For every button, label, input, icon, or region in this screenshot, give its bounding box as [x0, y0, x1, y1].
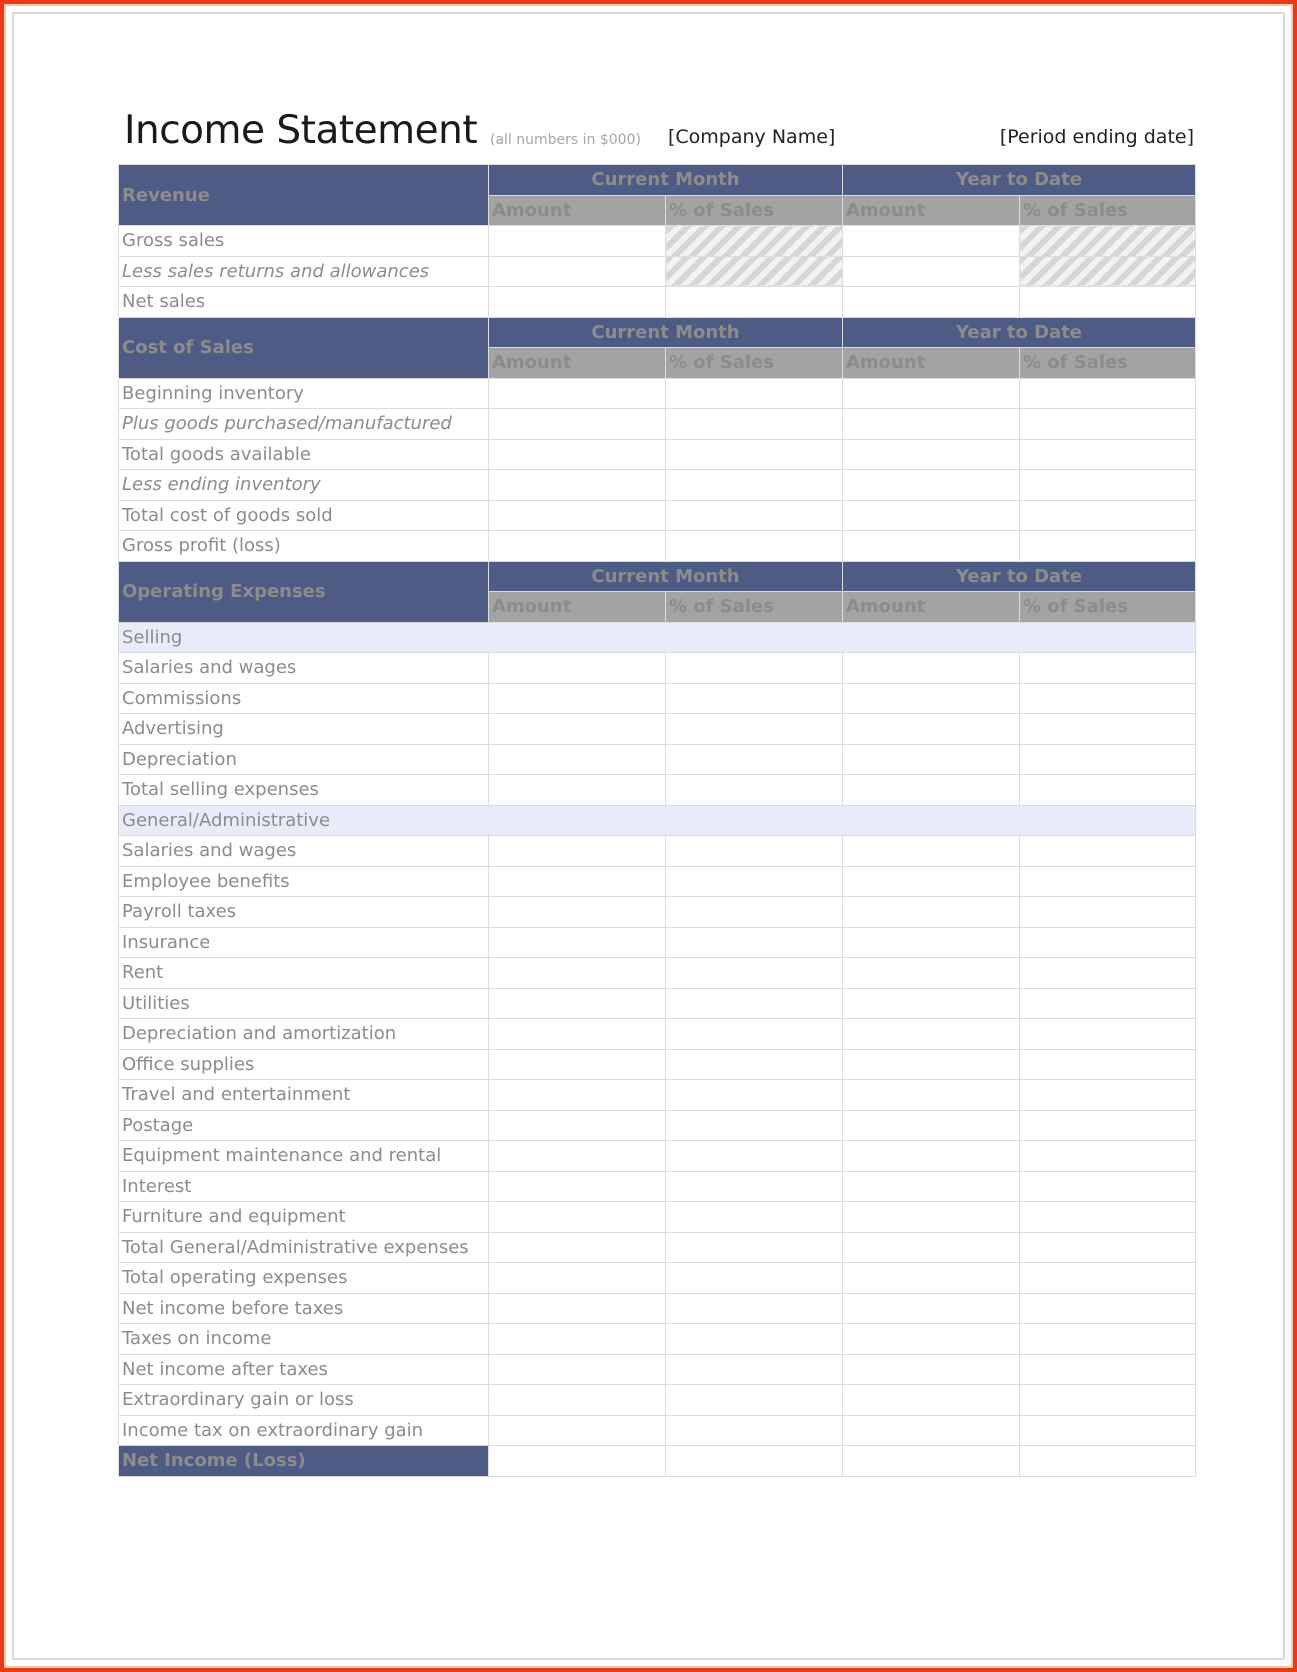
amount-cell[interactable] — [489, 1324, 666, 1355]
pct-sales-cell[interactable] — [666, 531, 843, 562]
year-to-date-header: Year to Date — [843, 165, 1196, 196]
amount-cell[interactable] — [489, 409, 666, 440]
table-row — [119, 714, 1196, 745]
pct-sales-cell[interactable] — [666, 1202, 843, 1233]
amount-cell[interactable] — [489, 531, 666, 562]
amount-cell[interactable] — [489, 1141, 666, 1172]
pct-sales-column-header: % of Sales — [1020, 195, 1196, 226]
table-row — [119, 1110, 1196, 1141]
row-label: Total cost of goods sold — [119, 500, 489, 531]
amount-cell[interactable] — [489, 1049, 666, 1080]
pct-sales-cell[interactable] — [666, 1324, 843, 1355]
pct-sales-cell — [1020, 256, 1196, 287]
row-label: Income tax on extraordinary gain — [119, 1415, 489, 1446]
amount-cell[interactable] — [843, 866, 1020, 897]
amount-cell[interactable] — [843, 1354, 1020, 1385]
selling-subheader-row — [119, 622, 1196, 653]
cost-of-sales-group-header-row — [119, 317, 1196, 348]
pct-sales-cell[interactable] — [1020, 1171, 1196, 1202]
pct-sales-cell[interactable] — [1020, 775, 1196, 806]
pct-sales-cell[interactable] — [666, 500, 843, 531]
table-row — [119, 531, 1196, 562]
amount-cell[interactable] — [843, 1415, 1020, 1446]
pct-sales-column-header: % of Sales — [1020, 592, 1196, 623]
table-row — [119, 1202, 1196, 1233]
pct-sales-cell[interactable] — [1020, 744, 1196, 775]
table-row — [119, 866, 1196, 897]
row-label: Office supplies — [119, 1049, 489, 1080]
amount-cell[interactable] — [843, 1141, 1020, 1172]
amount-cell[interactable] — [843, 378, 1020, 409]
pct-sales-cell — [1020, 226, 1196, 257]
title-row — [118, 108, 1194, 158]
pct-sales-cell[interactable] — [1020, 287, 1196, 318]
pct-sales-cell[interactable] — [1020, 1354, 1196, 1385]
pct-sales-cell[interactable] — [1020, 378, 1196, 409]
pct-sales-cell[interactable] — [1020, 1324, 1196, 1355]
amount-cell[interactable] — [843, 1324, 1020, 1355]
row-label: Total General/Administrative expenses — [119, 1232, 489, 1263]
amount-cell[interactable] — [843, 409, 1020, 440]
income-statement-table — [118, 164, 1196, 1477]
pct-sales-cell[interactable] — [666, 1171, 843, 1202]
pct-sales-cell[interactable] — [666, 1080, 843, 1111]
pct-sales-cell[interactable] — [1020, 836, 1196, 867]
selling-subheader: Selling — [119, 622, 1196, 653]
table-row — [119, 1171, 1196, 1202]
table-row — [119, 1385, 1196, 1416]
pct-sales-cell[interactable] — [666, 775, 843, 806]
amount-cell[interactable] — [843, 775, 1020, 806]
pct-sales-cell[interactable] — [1020, 1446, 1196, 1477]
pct-sales-cell[interactable] — [1020, 714, 1196, 745]
pct-sales-cell — [666, 256, 843, 287]
row-label: Rent — [119, 958, 489, 989]
table-row — [119, 226, 1196, 257]
pct-sales-cell[interactable] — [666, 470, 843, 501]
row-label: Net sales — [119, 287, 489, 318]
amount-cell[interactable] — [489, 866, 666, 897]
amount-cell[interactable] — [843, 531, 1020, 562]
pct-sales-cell[interactable] — [666, 287, 843, 318]
amount-cell[interactable] — [489, 226, 666, 257]
row-label: Utilities — [119, 988, 489, 1019]
amount-cell[interactable] — [489, 1385, 666, 1416]
period-ending-field[interactable]: [Period ending date] — [999, 126, 1194, 148]
amount-column-header: Amount — [489, 592, 666, 623]
pct-sales-cell[interactable] — [666, 927, 843, 958]
net-income-row — [119, 1446, 1196, 1477]
amount-cell[interactable] — [843, 1232, 1020, 1263]
row-label: Insurance — [119, 927, 489, 958]
amount-cell[interactable] — [489, 1171, 666, 1202]
pct-sales-cell[interactable] — [1020, 1019, 1196, 1050]
amount-cell[interactable] — [843, 958, 1020, 989]
table-row — [119, 1293, 1196, 1324]
year-to-date-header: Year to Date — [843, 561, 1196, 592]
row-label: Travel and entertainment — [119, 1080, 489, 1111]
current-month-header: Current Month — [489, 561, 843, 592]
amount-cell[interactable] — [489, 378, 666, 409]
amount-cell[interactable] — [843, 256, 1020, 287]
row-label: Depreciation and amortization — [119, 1019, 489, 1050]
pct-sales-column-header: % of Sales — [666, 592, 843, 623]
amount-cell[interactable] — [489, 1415, 666, 1446]
row-label: Net income before taxes — [119, 1293, 489, 1324]
row-label: Postage — [119, 1110, 489, 1141]
pct-sales-cell[interactable] — [1020, 1141, 1196, 1172]
table-row — [119, 470, 1196, 501]
row-label: Less ending inventory — [119, 470, 489, 501]
pct-sales-cell[interactable] — [666, 1446, 843, 1477]
table-row — [119, 653, 1196, 684]
pct-sales-cell[interactable] — [1020, 1263, 1196, 1294]
operating-expenses-group-header-row — [119, 561, 1196, 592]
amount-cell[interactable] — [843, 1019, 1020, 1050]
amount-cell[interactable] — [843, 1293, 1020, 1324]
net-income-label: Net Income (Loss) — [119, 1446, 489, 1477]
pct-sales-cell[interactable] — [1020, 531, 1196, 562]
cost-of-sales-section-title: Cost of Sales — [119, 317, 489, 378]
amount-cell[interactable] — [843, 653, 1020, 684]
pct-sales-cell[interactable] — [666, 897, 843, 928]
pct-sales-cell — [666, 226, 843, 257]
amount-cell[interactable] — [489, 1080, 666, 1111]
row-label: Total goods available — [119, 439, 489, 470]
amount-cell[interactable] — [489, 1232, 666, 1263]
amount-cell[interactable] — [843, 439, 1020, 470]
table-row — [119, 409, 1196, 440]
row-label: Plus goods purchased/manufactured — [119, 409, 489, 440]
amount-cell[interactable] — [843, 470, 1020, 501]
pct-sales-cell[interactable] — [1020, 1080, 1196, 1111]
amount-cell[interactable] — [843, 287, 1020, 318]
pct-sales-cell[interactable] — [666, 714, 843, 745]
pct-sales-cell[interactable] — [666, 1232, 843, 1263]
pct-sales-cell[interactable] — [1020, 470, 1196, 501]
amount-cell[interactable] — [843, 683, 1020, 714]
row-label: Net income after taxes — [119, 1354, 489, 1385]
pct-sales-cell[interactable] — [666, 866, 843, 897]
table-row — [119, 1049, 1196, 1080]
row-label: Less sales returns and allowances — [119, 256, 489, 287]
table-row — [119, 1019, 1196, 1050]
table-row — [119, 439, 1196, 470]
amount-cell[interactable] — [489, 775, 666, 806]
amount-cell[interactable] — [489, 1263, 666, 1294]
pct-sales-column-header: % of Sales — [666, 195, 843, 226]
amount-cell[interactable] — [489, 958, 666, 989]
general-administrative-rows — [119, 836, 1196, 1446]
amount-cell[interactable] — [843, 500, 1020, 531]
pct-sales-cell[interactable] — [666, 409, 843, 440]
amount-cell[interactable] — [489, 714, 666, 745]
selling-rows — [119, 653, 1196, 806]
row-label: Extraordinary gain or loss — [119, 1385, 489, 1416]
ga-subheader-row — [119, 805, 1196, 836]
revenue-group-header-row — [119, 165, 1196, 196]
amount-cell[interactable] — [843, 897, 1020, 928]
row-label: Commissions — [119, 683, 489, 714]
amount-cell[interactable] — [489, 1446, 666, 1477]
pct-sales-cell[interactable] — [666, 378, 843, 409]
operating-expenses-section-title: Operating Expenses — [119, 561, 489, 622]
pct-sales-cell[interactable] — [666, 1293, 843, 1324]
amount-cell[interactable] — [489, 1293, 666, 1324]
amount-cell[interactable] — [843, 1080, 1020, 1111]
amount-cell[interactable] — [489, 1354, 666, 1385]
amount-cell[interactable] — [489, 836, 666, 867]
amount-cell[interactable] — [489, 500, 666, 531]
amount-cell[interactable] — [843, 836, 1020, 867]
pct-sales-cell[interactable] — [1020, 927, 1196, 958]
amount-cell[interactable] — [489, 1110, 666, 1141]
amount-cell[interactable] — [489, 988, 666, 1019]
current-month-header: Current Month — [489, 165, 843, 196]
pct-sales-cell[interactable] — [1020, 897, 1196, 928]
amount-column-header: Amount — [843, 348, 1020, 379]
year-to-date-header: Year to Date — [843, 317, 1196, 348]
amount-cell[interactable] — [843, 714, 1020, 745]
table-row — [119, 378, 1196, 409]
table-row — [119, 897, 1196, 928]
pct-sales-cell[interactable] — [1020, 1110, 1196, 1141]
pct-sales-cell[interactable] — [666, 653, 843, 684]
pct-sales-cell[interactable] — [666, 683, 843, 714]
table-row — [119, 1080, 1196, 1111]
revenue-section-title: Revenue — [119, 165, 489, 226]
pct-sales-cell[interactable] — [666, 988, 843, 1019]
pct-sales-cell[interactable] — [666, 958, 843, 989]
amount-cell[interactable] — [843, 1049, 1020, 1080]
table-row — [119, 500, 1196, 531]
row-label: Total operating expenses — [119, 1263, 489, 1294]
pct-sales-cell[interactable] — [1020, 988, 1196, 1019]
amount-column-header: Amount — [843, 195, 1020, 226]
table-row — [119, 775, 1196, 806]
amount-cell[interactable] — [843, 1263, 1020, 1294]
amount-cell[interactable] — [489, 653, 666, 684]
row-label: Equipment maintenance and rental — [119, 1141, 489, 1172]
table-row — [119, 1415, 1196, 1446]
table-row — [119, 927, 1196, 958]
pct-sales-cell[interactable] — [666, 1354, 843, 1385]
general-administrative-subheader: General/Administrative — [119, 805, 1196, 836]
table-row — [119, 287, 1196, 318]
row-label: Interest — [119, 1171, 489, 1202]
pct-sales-cell[interactable] — [666, 1385, 843, 1416]
amount-cell[interactable] — [489, 1202, 666, 1233]
row-label: Advertising — [119, 714, 489, 745]
pct-sales-column-header: % of Sales — [666, 348, 843, 379]
units-note: (all numbers in $000) — [490, 132, 641, 148]
table-row — [119, 1232, 1196, 1263]
amount-cell[interactable] — [843, 1171, 1020, 1202]
pct-sales-cell[interactable] — [1020, 866, 1196, 897]
amount-cell[interactable] — [489, 897, 666, 928]
pct-sales-cell[interactable] — [666, 744, 843, 775]
pct-sales-cell[interactable] — [1020, 1385, 1196, 1416]
amount-column-header: Amount — [489, 195, 666, 226]
amount-cell[interactable] — [489, 256, 666, 287]
row-label: Furniture and equipment — [119, 1202, 489, 1233]
amount-cell[interactable] — [489, 744, 666, 775]
pct-sales-cell[interactable] — [666, 1263, 843, 1294]
amount-cell[interactable] — [843, 226, 1020, 257]
table-row — [119, 256, 1196, 287]
table-row — [119, 1141, 1196, 1172]
amount-cell[interactable] — [489, 1019, 666, 1050]
company-name-field[interactable]: [Company Name] — [668, 126, 836, 148]
pct-sales-cell[interactable] — [666, 836, 843, 867]
current-month-header: Current Month — [489, 317, 843, 348]
amount-cell[interactable] — [843, 744, 1020, 775]
row-label: Beginning inventory — [119, 378, 489, 409]
table-row — [119, 1263, 1196, 1294]
pct-sales-cell[interactable] — [1020, 409, 1196, 440]
pct-sales-cell[interactable] — [666, 1019, 843, 1050]
pct-sales-cell[interactable] — [1020, 439, 1196, 470]
pct-sales-cell[interactable] — [1020, 653, 1196, 684]
pct-sales-cell[interactable] — [666, 1049, 843, 1080]
table-row — [119, 988, 1196, 1019]
pct-sales-cell[interactable] — [666, 1141, 843, 1172]
pct-sales-column-header: % of Sales — [1020, 348, 1196, 379]
table-row — [119, 958, 1196, 989]
amount-column-header: Amount — [489, 348, 666, 379]
table-row — [119, 1324, 1196, 1355]
pct-sales-cell[interactable] — [666, 1415, 843, 1446]
pct-sales-cell[interactable] — [1020, 1202, 1196, 1233]
table-row — [119, 836, 1196, 867]
amount-cell[interactable] — [489, 439, 666, 470]
amount-cell[interactable] — [489, 470, 666, 501]
amount-cell[interactable] — [489, 927, 666, 958]
pct-sales-cell[interactable] — [1020, 1415, 1196, 1446]
amount-cell[interactable] — [843, 988, 1020, 1019]
pct-sales-cell[interactable] — [1020, 683, 1196, 714]
pct-sales-cell[interactable] — [1020, 958, 1196, 989]
pct-sales-cell[interactable] — [666, 439, 843, 470]
amount-cell[interactable] — [843, 927, 1020, 958]
table-row — [119, 1354, 1196, 1385]
pct-sales-cell[interactable] — [1020, 500, 1196, 531]
pct-sales-cell[interactable] — [1020, 1049, 1196, 1080]
amount-cell[interactable] — [489, 287, 666, 318]
row-label: Salaries and wages — [119, 653, 489, 684]
pct-sales-cell[interactable] — [1020, 1232, 1196, 1263]
table-row — [119, 683, 1196, 714]
row-label: Payroll taxes — [119, 897, 489, 928]
row-label: Gross profit (loss) — [119, 531, 489, 562]
row-label: Salaries and wages — [119, 836, 489, 867]
amount-cell[interactable] — [843, 1385, 1020, 1416]
pct-sales-cell[interactable] — [666, 1110, 843, 1141]
amount-cell[interactable] — [489, 683, 666, 714]
page-title: Income Statement — [124, 108, 478, 153]
table-row — [119, 744, 1196, 775]
row-label: Employee benefits — [119, 866, 489, 897]
amount-cell[interactable] — [843, 1202, 1020, 1233]
row-label: Depreciation — [119, 744, 489, 775]
row-label: Gross sales — [119, 226, 489, 257]
amount-column-header: Amount — [843, 592, 1020, 623]
row-label: Total selling expenses — [119, 775, 489, 806]
row-label: Taxes on income — [119, 1324, 489, 1355]
pct-sales-cell[interactable] — [1020, 1293, 1196, 1324]
amount-cell[interactable] — [843, 1110, 1020, 1141]
amount-cell[interactable] — [843, 1446, 1020, 1477]
